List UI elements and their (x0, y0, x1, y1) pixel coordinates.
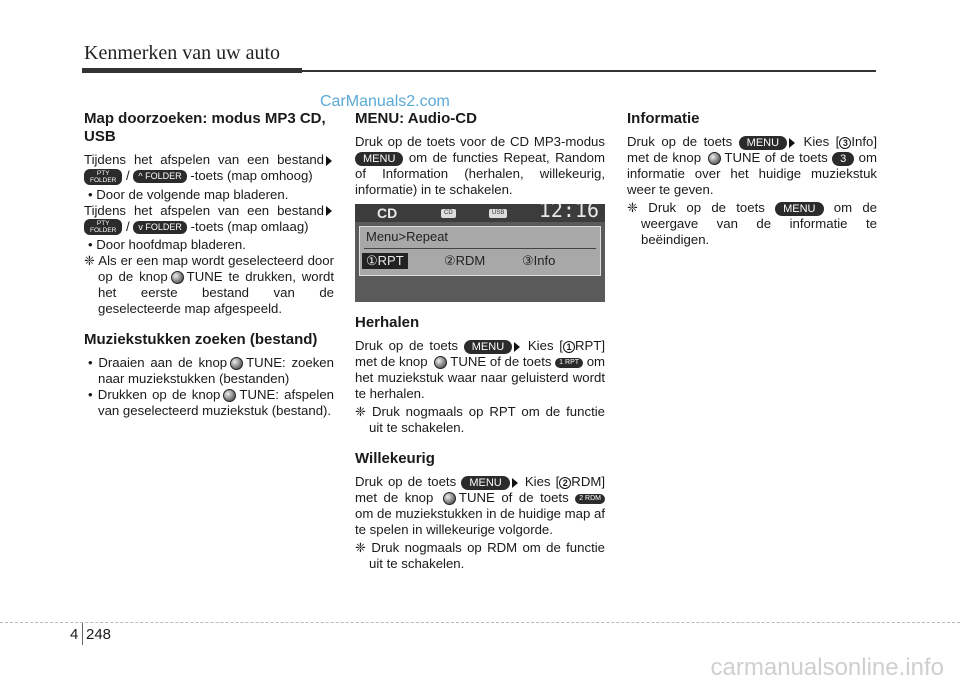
arrow-right-icon (514, 342, 520, 352)
text: RPT] met de knop (355, 338, 605, 369)
pty-folder-up-button (84, 169, 122, 185)
screen-mode: CD (377, 205, 398, 221)
text: Druk op de toets voor de CD MP3-modus (355, 134, 605, 149)
text: ❈ Als er een map wordt geselecteerd door op de knop (84, 253, 334, 285)
tune-knob-icon (171, 271, 184, 284)
bullet-press-knob (84, 387, 334, 419)
menu-button: MENU (775, 202, 823, 216)
note-info (627, 200, 877, 248)
arrow-right-icon (326, 206, 332, 216)
text: TUNE of de toets (450, 354, 552, 369)
folder-label: FOLDER (90, 176, 117, 184)
text: • Drukken op de knop (88, 387, 221, 403)
screen-option-info: ③Info (522, 253, 556, 268)
menu-button: MENU (464, 340, 512, 354)
page-number: 248 (86, 626, 112, 643)
section-title-random: Willekeurig (355, 450, 435, 467)
text: om de functies Repeat, Random of Information (herhalen, willekeurig, informatie) in te schakelen. (355, 150, 605, 197)
number-3-icon: 3 (839, 137, 851, 149)
three-button: 3 (832, 152, 854, 166)
bullet-root-folder: • Door hoofdmap bladeren. (88, 237, 246, 253)
text: • Draaien aan de knop (88, 355, 228, 371)
text: TUNE of de toets (458, 490, 569, 505)
section-title-info: Informatie (627, 110, 700, 127)
screen-menu-title: Menu>Repeat (366, 229, 449, 244)
screen-chip-usb: USB (489, 209, 507, 218)
arrow-right-icon (326, 156, 332, 166)
text: om het muziekstuk waar naar geluisterd wordt te herhalen. (355, 354, 606, 401)
pty-label: PTY (96, 169, 110, 177)
tune-knob-icon (708, 152, 721, 165)
section-title-folder-search: Map doorzoeken: modus MP3 CD, USB (84, 110, 326, 145)
menu-button: MENU (355, 152, 403, 166)
text: Tijdens het afspelen van een bestand (84, 152, 324, 167)
menu-button: MENU (739, 136, 787, 150)
screen-status-bar (355, 204, 605, 222)
section-title-track-search: Muziekstukken zoeken (bestand) (84, 331, 318, 349)
note-repeat: ❈ Druk nogmaals op RPT om de functie uit te schakelen. (355, 404, 605, 435)
text: Kies [ (524, 474, 560, 489)
paragraph-folder-down: Tijdens het afspelen van een bestand PTY FOLDER / v FOLDER -toets (map omlaag) (84, 203, 334, 236)
folder-down-button: v FOLDER (133, 221, 187, 234)
page-number-divider (82, 623, 83, 645)
text: ❈ Druk op de toets (627, 200, 765, 215)
text: -toets (map omhoog) (190, 168, 313, 183)
text: Druk op de toets (355, 338, 458, 353)
folder-up-button: ^ FOLDER (133, 170, 186, 183)
text: Druk op de toets (627, 134, 733, 149)
bullet-turn-knob (84, 355, 334, 387)
text: om de muziekstukken in de huidige map af te spelen in willekeurige volgorde. (355, 506, 605, 537)
header-rule (302, 70, 876, 72)
folder-label: FOLDER (145, 221, 182, 232)
pty-label: PTY (96, 220, 110, 228)
text: om de weergave van de informatie te beëindigen. (641, 200, 878, 247)
tune-knob-icon (443, 492, 456, 505)
text: Info] met de knop (627, 134, 878, 165)
text: TUNE te drukken, wordt het eerste bestand van de geselecteerde map afgespeeld. (98, 269, 334, 317)
number-1-icon: 1 (563, 341, 575, 353)
screen-divider (364, 248, 596, 249)
arrow-right-icon (512, 478, 518, 488)
note-folder-select (84, 253, 334, 317)
paragraph-info (627, 134, 877, 198)
display-screen (355, 204, 605, 302)
watermark-bottom[interactable]: carmanualsonline.info (710, 654, 944, 681)
column-right (627, 110, 877, 250)
tune-knob-icon (230, 357, 243, 370)
paragraph-menu-intro (355, 134, 605, 198)
section-title-menu-audio-cd: MENU: Audio-CD (355, 110, 477, 127)
menu-button: MENU (461, 476, 509, 490)
footer-rule (0, 622, 960, 623)
text: TUNE: afspelen van geselecteerd muziekstuk (bestand). (98, 387, 334, 419)
paragraph-repeat (355, 338, 605, 402)
rdm-button: 2 RDM (575, 494, 605, 504)
paragraph-random (355, 474, 605, 538)
note-random: ❈ Druk nogmaals op RDM om de functie uit te schakelen. (355, 540, 605, 571)
text: om informatie over het huidige muziekstuk weer te geven. (627, 150, 877, 197)
column-left (84, 110, 334, 419)
folder-label: FOLDER (145, 171, 182, 182)
watermark-top[interactable]: CarManuals2.com (320, 93, 450, 110)
column-middle (355, 110, 605, 574)
screen-option-rdm: ②RDM (444, 253, 486, 268)
screen-option-rpt: ①RPT (362, 253, 408, 269)
text: TUNE: zoeken naar muziekstukken (bestanden) (98, 355, 334, 387)
header-bar (82, 68, 302, 73)
rpt-button: 1 RPT (555, 358, 583, 368)
folder-label: FOLDER (90, 227, 117, 235)
header-title: Kenmerken van uw auto (84, 42, 281, 64)
chapter-number: 4 (70, 626, 79, 643)
screen-chip-cd: CD (441, 209, 456, 218)
screen-clock: 12:16 (538, 204, 599, 222)
text: RDM] met de knop (355, 474, 605, 505)
paragraph-folder-up: Tijdens het afspelen van een bestand PTY FOLDER / ^ FOLDER -toets (map omhoog) (84, 152, 334, 185)
text: Kies [ (527, 338, 563, 353)
pty-folder-down-button (84, 219, 122, 235)
bullet-next-folder: • Door de volgende map bladeren. (88, 186, 289, 202)
tune-knob-icon (223, 389, 236, 402)
text: TUNE of de toets (724, 150, 828, 165)
section-title-repeat: Herhalen (355, 314, 420, 331)
arrow-right-icon (789, 138, 795, 148)
text: Druk op de toets (355, 474, 457, 489)
text: Kies [ (803, 134, 840, 149)
number-2-icon: 2 (559, 477, 571, 489)
screen-menu-panel (359, 226, 601, 276)
tune-knob-icon (434, 356, 447, 369)
text: Tijdens het afspelen van een bestand (84, 202, 324, 218)
text: -toets (map omlaag) (190, 218, 309, 234)
